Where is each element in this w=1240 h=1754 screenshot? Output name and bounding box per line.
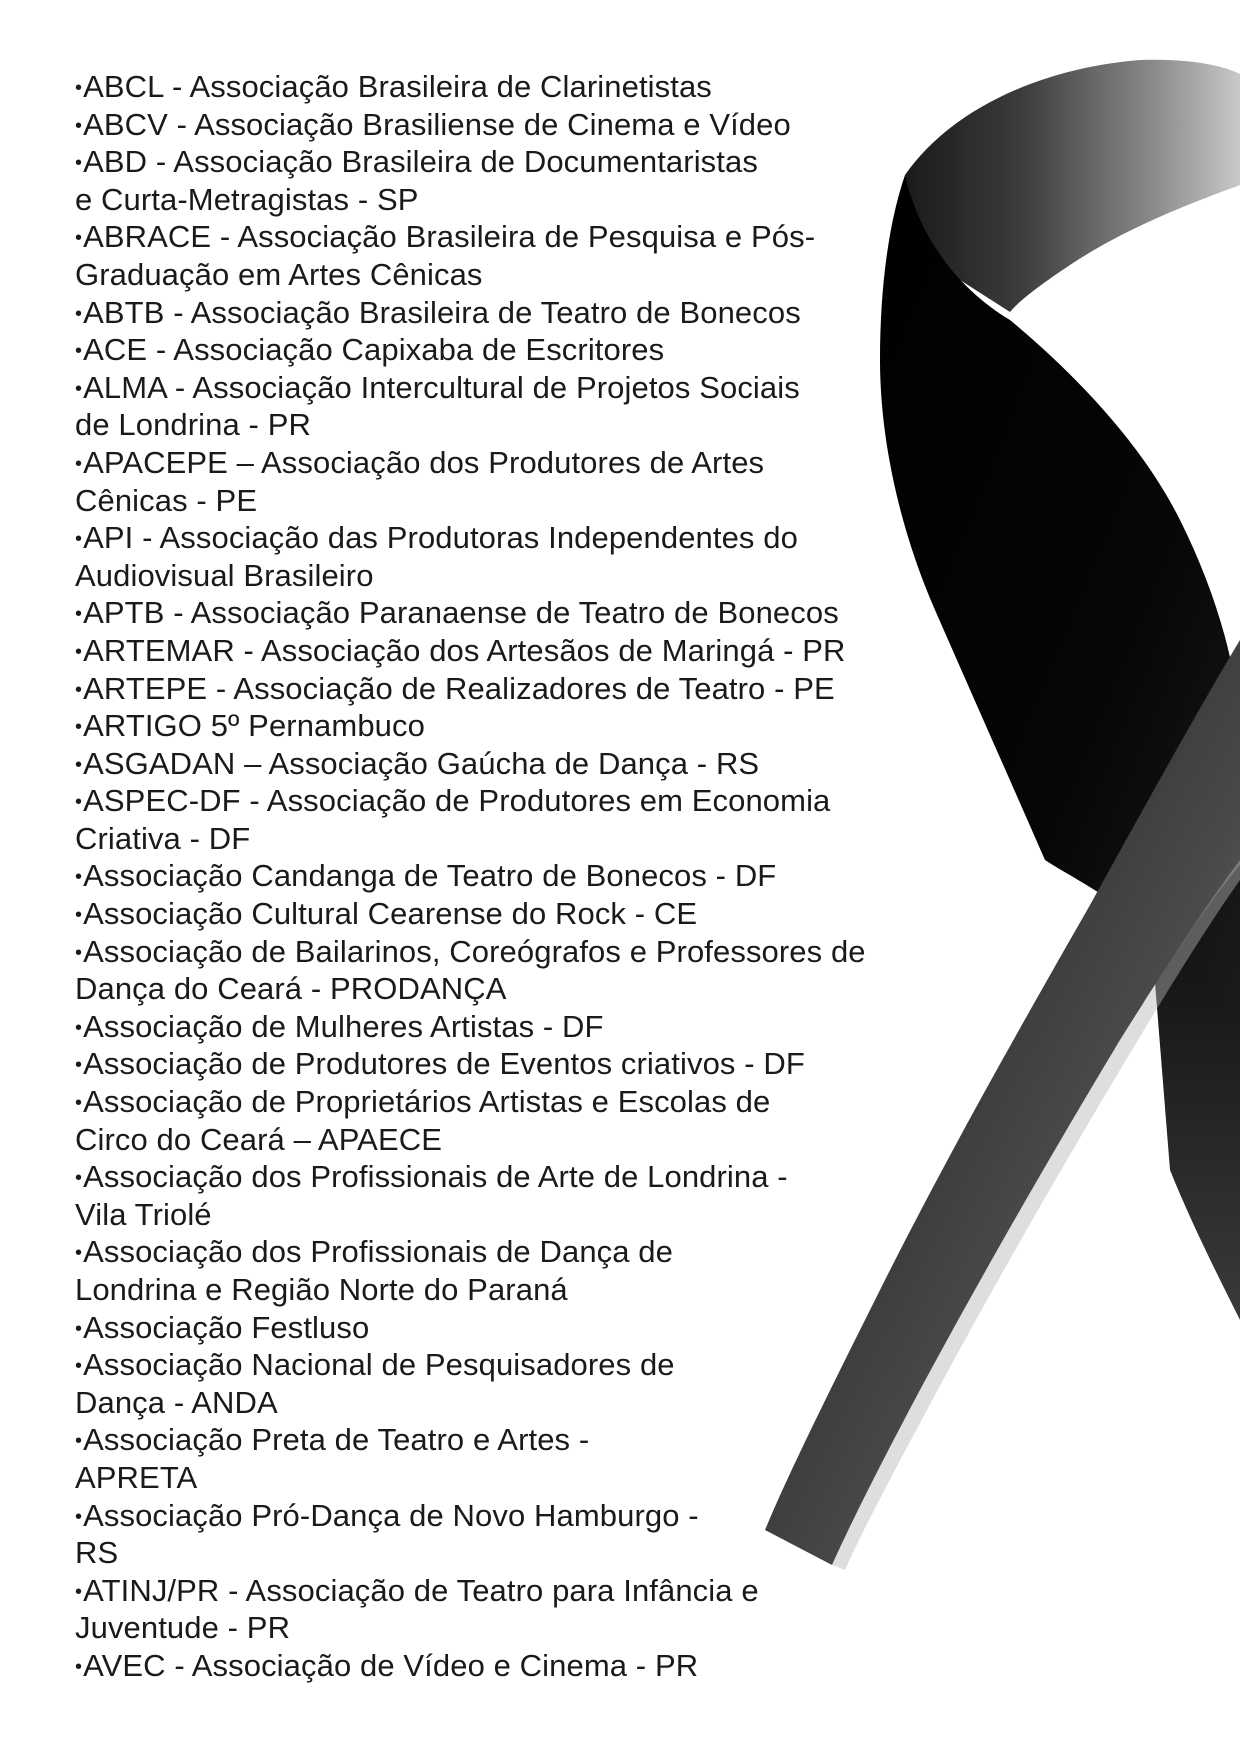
list-item-text: Associação Preta de Teatro e Artes -	[83, 1422, 590, 1458]
list-item-text: APRETA	[75, 1459, 198, 1495]
list-item	[75, 294, 975, 332]
list-item-continuation	[75, 1384, 975, 1422]
list-item-text: API - Associação das Produtoras Independentes do	[83, 520, 798, 556]
list-item	[75, 1045, 975, 1083]
bullet-icon: •	[75, 1092, 83, 1115]
list-item-continuation	[75, 820, 975, 858]
bullet-icon: •	[75, 1242, 83, 1265]
list-item-text: Associação Festluso	[83, 1309, 370, 1345]
list-item-text: Criativa - DF	[75, 820, 251, 856]
bullet-icon: •	[75, 1505, 83, 1528]
list-item-text: ASPEC-DF - Associação de Produtores em Economia	[83, 783, 831, 819]
list-item-text: Circo do Ceará – APAECE	[75, 1121, 443, 1157]
list-item	[75, 632, 975, 670]
list-item	[75, 519, 975, 557]
bullet-icon: •	[75, 114, 83, 137]
list-item	[75, 1421, 975, 1459]
list-item-continuation	[75, 557, 975, 595]
list-item-text: Graduação em Artes Cênicas	[75, 256, 483, 292]
list-item-text: ALMA - Associação Intercultural de Projetos Sociais	[83, 369, 800, 405]
list-item-text: Associação dos Profissionais de Arte de Londrina -	[83, 1159, 788, 1195]
list-item-continuation	[75, 482, 975, 520]
bullet-icon: •	[75, 1580, 83, 1603]
bullet-icon: •	[75, 340, 83, 363]
list-item	[75, 218, 975, 256]
list-item	[75, 1158, 975, 1196]
list-item	[75, 857, 975, 895]
list-item	[75, 933, 975, 971]
list-item	[75, 1083, 975, 1121]
bullet-icon: •	[75, 1016, 83, 1039]
associations-list	[75, 68, 975, 1685]
list-item	[75, 594, 975, 632]
list-item	[75, 895, 975, 933]
list-item	[75, 1233, 975, 1271]
bullet-icon: •	[75, 1430, 83, 1453]
bullet-icon: •	[75, 1355, 83, 1378]
list-item-text: Londrina e Região Norte do Paraná	[75, 1272, 568, 1307]
list-item-text: ABD - Associação Brasileira de Documentaristas	[83, 144, 758, 180]
bullet-icon: •	[75, 603, 83, 626]
list-item-text: Associação de Bailarinos, Coreógrafos e Professores de	[83, 933, 866, 969]
bullet-icon: •	[75, 904, 83, 927]
list-item-text: Cênicas - PE	[75, 482, 258, 518]
list-item-continuation	[75, 406, 975, 444]
bullet-icon: •	[75, 377, 83, 400]
list-item	[75, 106, 975, 144]
list-item	[75, 331, 975, 369]
bullet-icon: •	[75, 528, 83, 551]
bullet-icon: •	[75, 152, 83, 175]
list-item-text: Vila Triolé	[75, 1196, 212, 1232]
list-item-text: ARTIGO 5º Pernambuco	[83, 708, 425, 744]
bullet-icon: •	[75, 941, 83, 964]
bullet-icon: •	[75, 791, 83, 814]
list-item-text: ACE - Associação Capixaba de Escritores	[83, 332, 665, 368]
list-item-text: Dança do Ceará - PRODANÇA	[75, 971, 507, 1007]
list-item-text: ASGADAN – Associação Gaúcha de Dança - RS	[83, 745, 760, 781]
list-item	[75, 1309, 975, 1347]
list-item	[75, 1572, 975, 1610]
list-item	[75, 444, 975, 482]
list-item-text: ARTEPE - Associação de Realizadores de Teatro - PE	[83, 670, 835, 706]
list-item	[75, 670, 975, 708]
list-item-continuation	[75, 1271, 975, 1309]
list-item	[75, 782, 975, 820]
list-item-text: Juventude - PR	[75, 1610, 291, 1646]
list-item-text: ABCL - Associação Brasileira de Clarinetistas	[83, 69, 712, 104]
list-item-continuation	[75, 256, 975, 294]
list-item-text: ABRACE - Associação Brasileira de Pesquisa e Pós-	[83, 219, 816, 255]
bullet-icon: •	[75, 1167, 83, 1190]
bullet-icon: •	[75, 77, 83, 99]
bullet-icon: •	[75, 1054, 83, 1077]
bullet-icon: •	[75, 452, 83, 475]
bullet-icon: •	[75, 302, 83, 325]
list-item	[75, 1008, 975, 1046]
list-item-continuation	[75, 1609, 975, 1647]
bullet-icon: •	[75, 227, 83, 250]
list-item-text: AVEC - Associação de Vídeo e Cinema - PR	[83, 1647, 699, 1683]
list-item-text: Associação Pró-Dança de Novo Hamburgo -	[83, 1497, 699, 1533]
list-item-text: APTB - Associação Paranaense de Teatro de Bonecos	[83, 595, 839, 631]
bullet-icon: •	[75, 1317, 83, 1340]
list-item-text: Associação Cultural Cearense do Rock - CE	[83, 896, 698, 932]
list-item-text: Associação dos Profissionais de Dança de	[83, 1234, 673, 1270]
list-item-text: ABCV - Associação Brasiliense de Cinema e Vídeo	[83, 106, 791, 142]
list-item-continuation	[75, 1459, 975, 1497]
list-item-text: APACEPE – Associação dos Produtores de Artes	[83, 444, 765, 480]
bullet-icon: •	[75, 716, 83, 739]
list-item-continuation	[75, 970, 975, 1008]
list-item	[75, 1346, 975, 1384]
bullet-icon: •	[75, 866, 83, 889]
list-item	[75, 369, 975, 407]
bullet-icon: •	[75, 678, 83, 701]
list-item-text: e Curta-Metragistas - SP	[75, 181, 419, 217]
list-item-continuation	[75, 181, 975, 219]
list-item-continuation	[75, 1196, 975, 1234]
list-item-text: RS	[75, 1535, 119, 1571]
list-item	[75, 68, 975, 106]
list-item-text: Associação de Proprietários Artistas e Escolas de	[83, 1084, 771, 1120]
list-item-text: ATINJ/PR - Associação de Teatro para Infância e	[83, 1572, 759, 1608]
list-item	[75, 745, 975, 783]
list-item	[75, 1497, 975, 1535]
list-item-text: Associação de Mulheres Artistas - DF	[83, 1008, 604, 1044]
bullet-icon: •	[75, 640, 83, 663]
list-item-text: Associação Nacional de Pesquisadores de	[83, 1347, 675, 1383]
list-item-text: ABTB - Associação Brasileira de Teatro de Bonecos	[83, 294, 801, 330]
list-item-continuation	[75, 1534, 975, 1572]
list-item-text: ARTEMAR - Associação dos Artesãos de Maringá - PR	[83, 632, 846, 668]
list-item-text: Audiovisual Brasileiro	[75, 557, 374, 593]
list-item	[75, 1647, 975, 1685]
list-item-text: Dança - ANDA	[75, 1384, 278, 1420]
bullet-icon: •	[75, 753, 83, 776]
list-item-continuation	[75, 1121, 975, 1159]
bullet-icon: •	[75, 1655, 83, 1678]
list-item-text: Associação de Produtores de Eventos criativos - DF	[83, 1046, 805, 1082]
list-item-text: de Londrina - PR	[75, 407, 311, 443]
list-item	[75, 143, 975, 181]
list-item-text: Associação Candanga de Teatro de Bonecos - DF	[83, 858, 777, 894]
list-item	[75, 707, 975, 745]
